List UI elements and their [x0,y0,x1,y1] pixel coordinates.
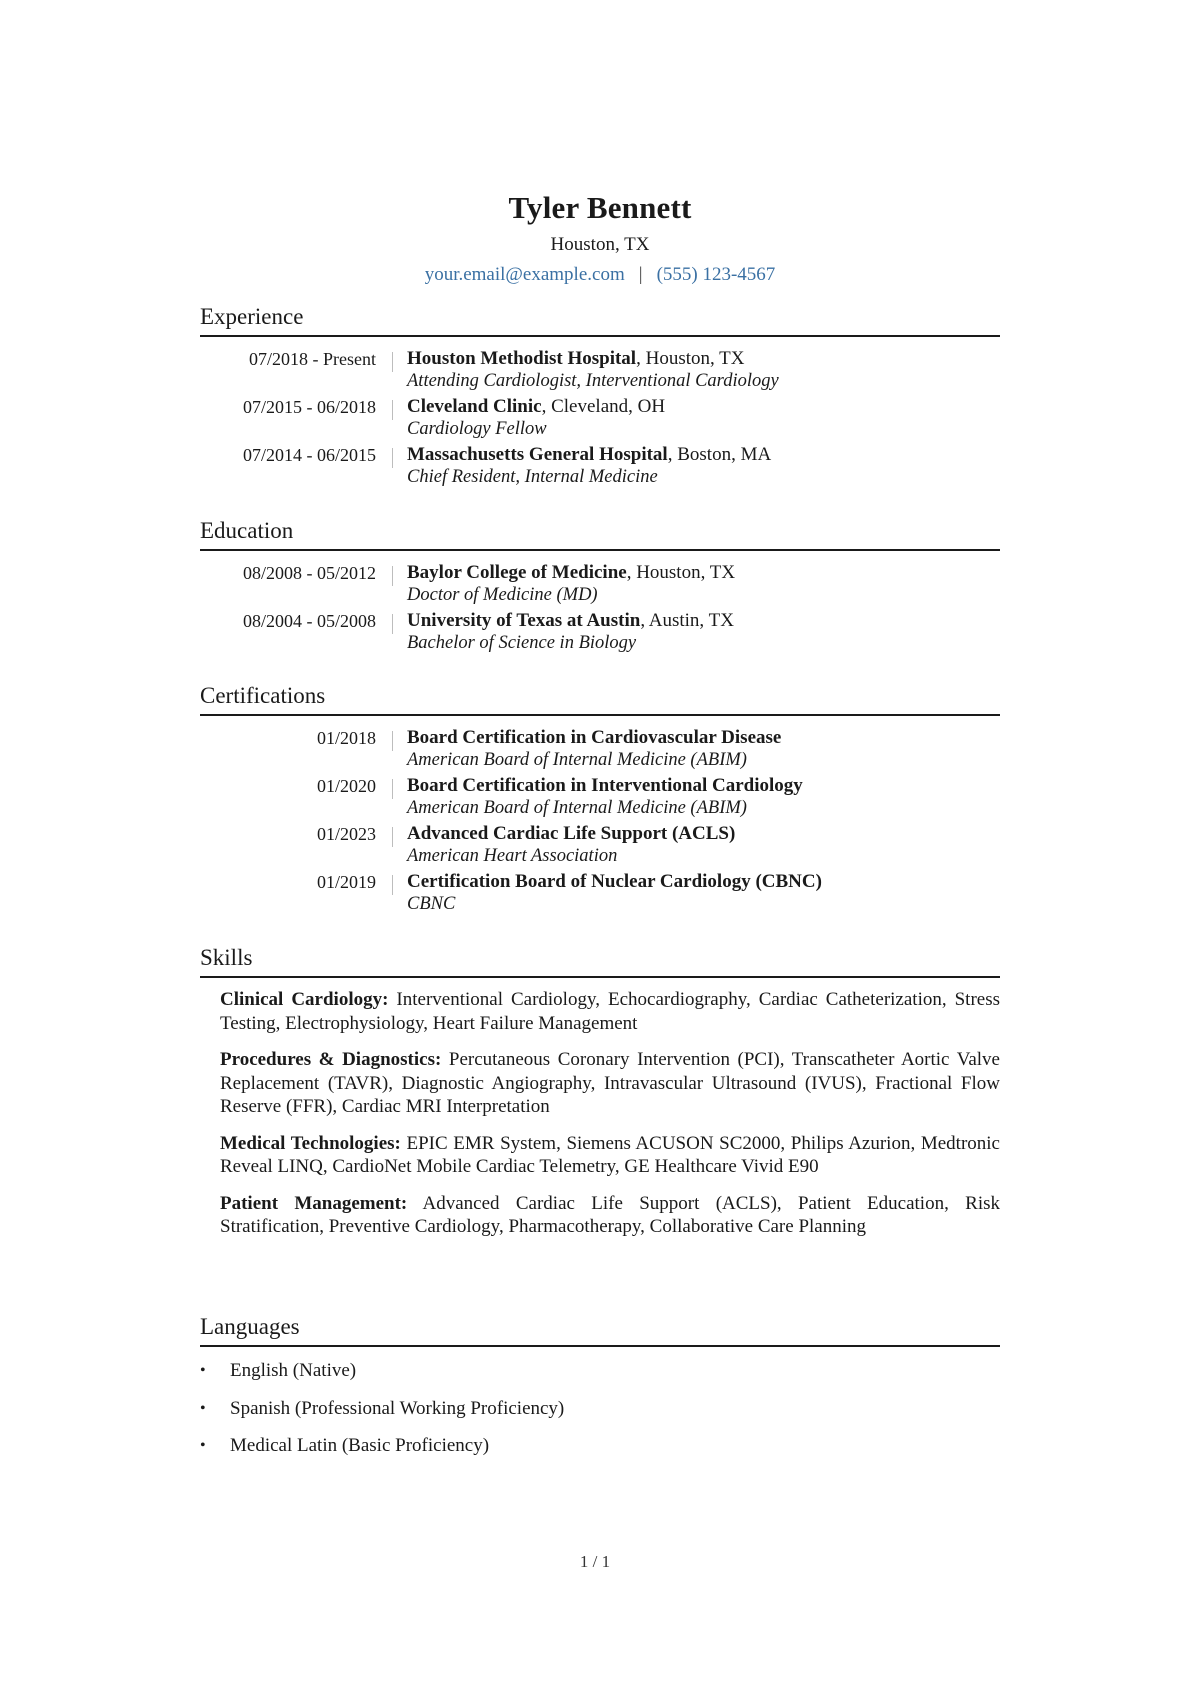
entry-date: 08/2008 - 05/2012 [243,563,376,583]
entry-divider [392,827,393,847]
entry-date: 08/2004 - 05/2008 [243,611,376,631]
skill-list: Advanced Cardiac Life Support (ACLS), Patient Education, Risk Stratification, Preventive Cardiology, Pharmacotherapy, Collaborative Care Planning [220,1192,1000,1237]
certification-entry [200,774,1000,822]
certification-entry [200,822,1000,870]
entry-org: Houston Methodist Hospital [407,348,637,369]
entry-place: , Houston, TX [626,562,736,583]
bullet-icon: • [200,1362,206,1379]
list-item [200,1359,1000,1397]
entry-date: 01/2019 [316,872,376,892]
section-divider [200,335,1000,337]
entry-org: Advanced Cardiac Life Support (ACLS) [407,823,736,844]
section-title-certifications: Certifications [200,683,326,708]
section-divider [200,1345,1000,1347]
candidate-name: Tyler Bennett [508,190,692,225]
entry-date: 01/2020 [316,776,376,796]
bullet-icon: • [200,1399,206,1417]
email-link[interactable]: your.email@example.com [424,264,625,285]
section-divider [200,549,1000,551]
entry-place: , Boston, MA [667,444,772,465]
experience-entry [200,443,1000,491]
entry-issuer: American Board of Internal Medicine (ABIM) [407,798,747,818]
language-entry: Spanish (Professional Working Proficiency) [230,1397,565,1419]
skill-list: EPIC EMR System, Siemens ACUSON SC2000, Philips Azurion, Medtronic Reveal LINQ, CardioNet Mobile Cardiac Telemetry, GE Healthcare Vivid E90 [220,1132,1000,1177]
entry-place: , Cleveland, OH [541,396,666,417]
entry-role: Chief Resident, Internal Medicine [407,467,658,487]
entry-org: Board Certification in Cardiovascular Disease [407,727,782,748]
section-title-skills: Skills [200,945,253,970]
experience-entry [200,347,1000,395]
certification-entry [200,870,1000,918]
entry-role: Cardiology Fellow [407,419,547,439]
entry-org: Cleveland Clinic [407,396,542,417]
language-entry: Medical Latin (Basic Proficiency) [230,1435,490,1456]
skill-group [220,1048,1000,1119]
section-divider [200,714,1000,716]
skill-category: Clinical Cardiology: [220,989,389,1010]
education-entry [200,609,1000,657]
bullet-icon: • [200,1437,206,1454]
entry-divider [392,400,393,420]
phone-link[interactable]: (555) 123-4567 [656,264,776,285]
contact-separator: | [638,264,643,285]
skill-list: Interventional Cardiology, Echocardiography, Cardiac Catheterization, Stress Testing, Electrophysiology, Heart Failure Management [220,989,1000,1034]
languages-section [200,1312,1000,1472]
entry-org: Massachusetts General Hospital [407,444,668,465]
skill-category: Procedures & Diagnostics: [220,1049,442,1070]
certifications-section [200,681,1000,918]
skill-category: Medical Technologies: [220,1132,401,1154]
entry-divider [392,731,393,751]
certification-entry [200,726,1000,774]
entry-issuer: American Board of Internal Medicine (ABIM) [407,750,747,770]
entry-place: , Austin, TX [640,610,734,631]
section-title-experience: Experience [200,304,304,329]
skills-section [200,943,1000,1252]
list-item [200,1434,1000,1472]
entry-org: University of Texas at Austin [407,610,641,631]
entry-divider [392,875,393,895]
entry-divider [392,779,393,799]
entry-role: Doctor of Medicine (MD) [407,585,598,605]
entry-org: Baylor College of Medicine [407,562,627,583]
entry-divider [392,566,393,586]
section-divider [200,976,1000,978]
contact-line [200,264,1000,286]
entry-place: , Houston, TX [636,348,745,369]
entry-date: 07/2015 - 06/2018 [243,397,376,417]
entry-divider [392,352,393,372]
entry-date: 01/2023 [316,824,376,844]
section-title-education: Education [200,518,294,543]
education-entry [200,561,1000,609]
language-list [200,1359,1000,1472]
entry-divider [392,448,393,468]
candidate-location: Houston, TX [550,234,650,255]
list-item [200,1397,1000,1435]
experience-entry [200,395,1000,443]
skill-list: Percutaneous Coronary Intervention (PCI), Transcatheter Aortic Valve Replacement (TAVR), Diagnostic Angiography, Intravascular Ultrasound (IVUS), Fractional Flow Reserve (FFR), Cardiac MRI Interpretation [220,1049,1000,1117]
experience-section [200,302,1000,491]
skill-group [220,1132,1000,1179]
entry-date: 07/2014 - 06/2015 [243,445,376,465]
entry-role: Attending Cardiologist, Interventional Cardiology [407,371,779,391]
skill-group [220,1192,1000,1239]
skill-category: Patient Management: [220,1192,408,1214]
page-number: 1 / 1 [579,1552,611,1571]
section-title-languages: Languages [200,1314,300,1339]
entry-role: Bachelor of Science in Biology [407,633,637,653]
entry-divider [392,614,393,634]
entry-date: 07/2018 - Present [249,349,376,369]
education-section [200,516,1000,657]
entry-org: Board Certification in Interventional Cardiology [407,775,803,796]
entry-org: Certification Board of Nuclear Cardiology (CBNC) [407,871,822,892]
language-entry: English (Native) [230,1360,357,1381]
entry-date: 01/2018 [316,728,376,748]
entry-issuer: CBNC [407,894,456,914]
entry-issuer: American Heart Association [407,846,618,866]
skill-group [220,988,1000,1035]
